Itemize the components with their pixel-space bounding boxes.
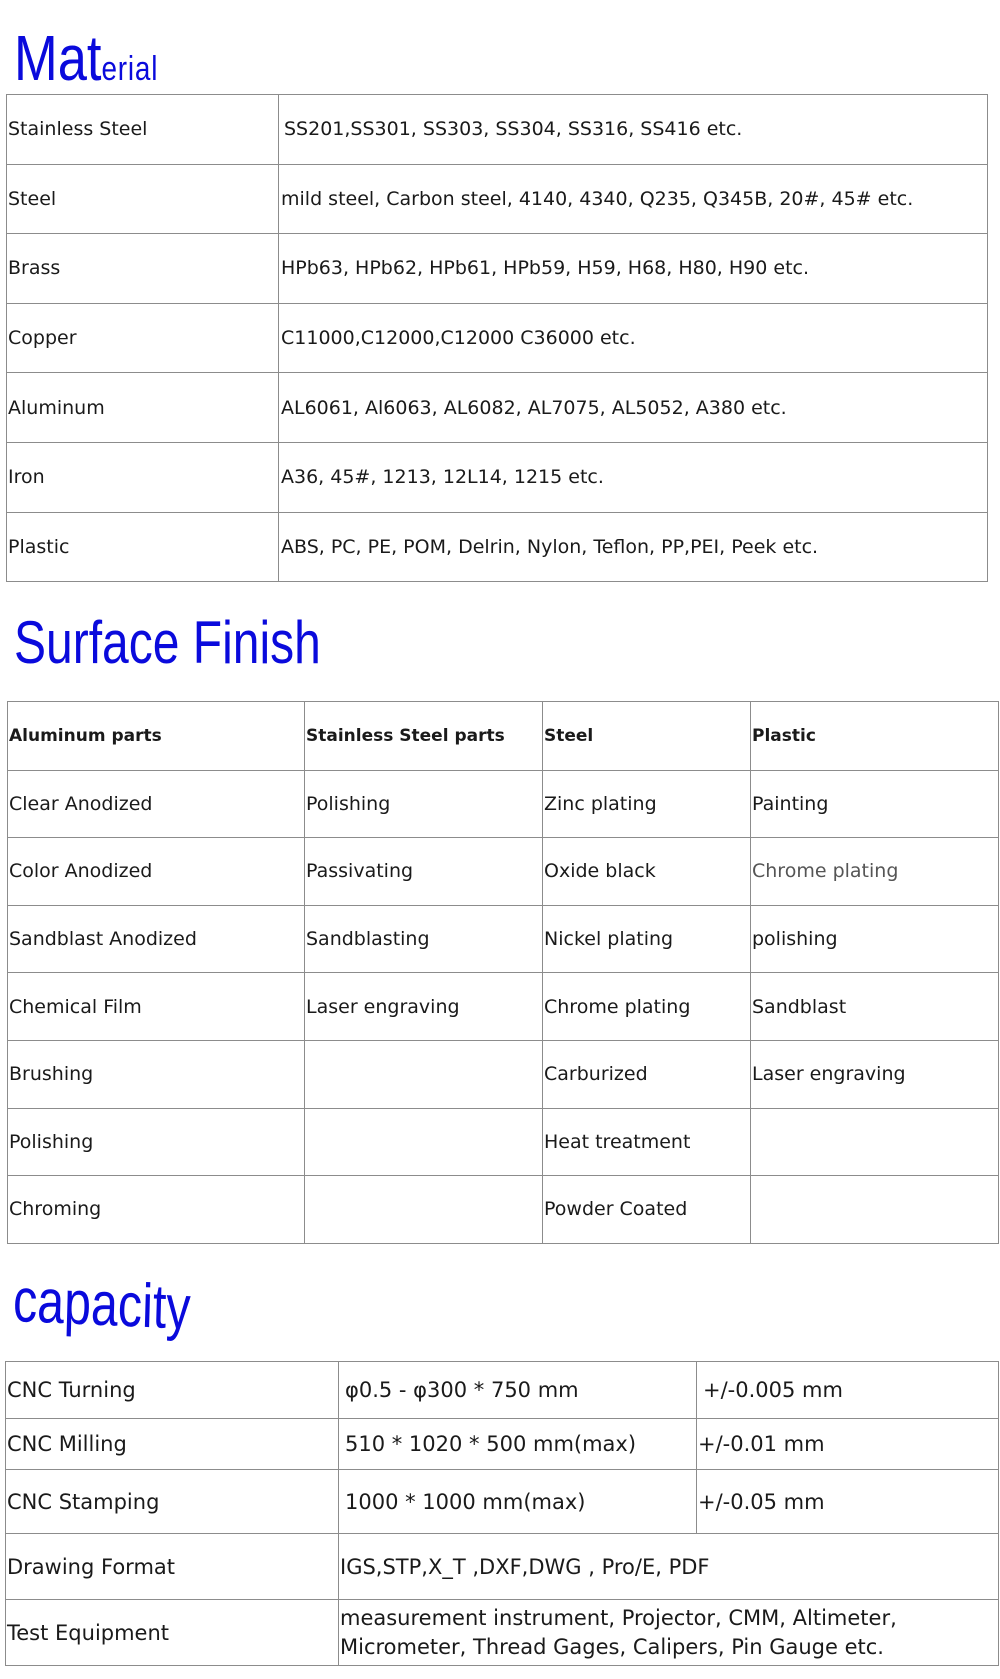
table-row <box>7 95 988 165</box>
table-cell: Powder Coated <box>543 1176 751 1244</box>
table-row <box>7 234 988 304</box>
capacity-label: Drawing Format <box>6 1534 339 1600</box>
column-header: Aluminum parts <box>8 702 305 771</box>
surface-finish-table <box>7 701 999 1244</box>
table-row <box>8 1108 999 1176</box>
table-row <box>8 770 999 838</box>
table-cell: Sandblasting <box>305 905 543 973</box>
capacity-spec: measurement instrument, Projector, CMM, Altimeter, Micrometer, Thread Gages, Calipers, Pin Gauge etc. <box>339 1600 999 1666</box>
table-cell: Chrome plating <box>543 973 751 1041</box>
capacity-spec: φ0.5 - φ300 * 750 mm <box>339 1362 697 1419</box>
table-row <box>6 1534 999 1600</box>
capacity-heading: capacity <box>12 1266 192 1343</box>
table-row <box>8 973 999 1041</box>
material-name: Plastic <box>7 512 279 582</box>
material-heading-main: Mat <box>14 22 102 94</box>
material-grades: HPb63, HPb62, HPb61, HPb59, H59, H68, H80, H90 etc. <box>279 234 988 304</box>
table-row <box>7 164 988 234</box>
table-row <box>7 442 988 512</box>
material-grades: AL6061, Al6063, AL6082, AL7075, AL5052, A380 etc. <box>279 373 988 443</box>
table-cell: Color Anodized <box>8 838 305 906</box>
table-row <box>7 373 988 443</box>
column-header: Steel <box>543 702 751 771</box>
capacity-label: CNC Turning <box>6 1362 339 1419</box>
table-cell: Brushing <box>8 1040 305 1108</box>
capacity-label: CNC Stamping <box>6 1470 339 1534</box>
capacity-table <box>5 1361 999 1666</box>
table-row <box>6 1470 999 1534</box>
table-cell: Zinc plating <box>543 770 751 838</box>
table-cell: Chrome plating <box>751 838 999 906</box>
table-row <box>6 1600 999 1666</box>
material-heading <box>14 22 159 94</box>
table-cell: Polishing <box>8 1108 305 1176</box>
material-name: Iron <box>7 442 279 512</box>
table-row <box>8 1040 999 1108</box>
table-row <box>8 838 999 906</box>
table-row <box>7 512 988 582</box>
material-grades: ABS, PC, PE, POM, Delrin, Nylon, Teflon, PP,PEI, Peek etc. <box>279 512 988 582</box>
table-cell: Sandblast Anodized <box>8 905 305 973</box>
material-grades: A36, 45#, 1213, 12L14, 1215 etc. <box>279 442 988 512</box>
table-row <box>6 1362 999 1419</box>
table-cell: Sandblast <box>751 973 999 1041</box>
table-cell: Laser engraving <box>751 1040 999 1108</box>
capacity-spec: 1000 * 1000 mm(max) <box>339 1470 697 1534</box>
table-row <box>7 303 988 373</box>
material-name: Steel <box>7 164 279 234</box>
table-cell: Nickel plating <box>543 905 751 973</box>
table-cell: Polishing <box>305 770 543 838</box>
table-row <box>6 1419 999 1470</box>
table-cell: polishing <box>751 905 999 973</box>
table-row <box>8 905 999 973</box>
table-row <box>8 1176 999 1244</box>
table-cell: Carburized <box>543 1040 751 1108</box>
table-cell <box>305 1108 543 1176</box>
surface-finish-heading: Surface Finish <box>14 609 321 676</box>
table-cell: Passivating <box>305 838 543 906</box>
table-cell <box>305 1040 543 1108</box>
material-name: Stainless Steel <box>7 95 279 165</box>
table-cell <box>751 1176 999 1244</box>
capacity-label: Test Equipment <box>6 1600 339 1666</box>
capacity-tolerance: +/-0.01 mm <box>697 1419 999 1470</box>
material-grades: mild steel, Carbon steel, 4140, 4340, Q235, Q345B, 20#, 45# etc. <box>279 164 988 234</box>
column-header: Stainless Steel parts <box>305 702 543 771</box>
table-cell <box>305 1176 543 1244</box>
table-cell: Chroming <box>8 1176 305 1244</box>
table-cell: Chemical Film <box>8 973 305 1041</box>
table-header-row <box>8 702 999 771</box>
material-grades: SS201,SS301, SS303, SS304, SS316, SS416 etc. <box>279 95 988 165</box>
capacity-spec: 510 * 1020 * 500 mm(max) <box>339 1419 697 1470</box>
table-cell: Oxide black <box>543 838 751 906</box>
capacity-spec: IGS,STP,X_T ,DXF,DWG , Pro/E, PDF <box>339 1534 999 1600</box>
material-table <box>6 94 988 582</box>
material-heading-small: erial <box>101 50 159 88</box>
table-cell: Painting <box>751 770 999 838</box>
material-name: Brass <box>7 234 279 304</box>
material-name: Copper <box>7 303 279 373</box>
table-cell: Heat treatment <box>543 1108 751 1176</box>
table-cell: Clear Anodized <box>8 770 305 838</box>
column-header: Plastic <box>751 702 999 771</box>
table-cell <box>751 1108 999 1176</box>
material-name: Aluminum <box>7 373 279 443</box>
capacity-label: CNC Milling <box>6 1419 339 1470</box>
table-cell: Laser engraving <box>305 973 543 1041</box>
capacity-tolerance: +/-0.05 mm <box>697 1470 999 1534</box>
material-grades: C11000,C12000,C12000 C36000 etc. <box>279 303 988 373</box>
capacity-tolerance: +/-0.005 mm <box>697 1362 999 1419</box>
